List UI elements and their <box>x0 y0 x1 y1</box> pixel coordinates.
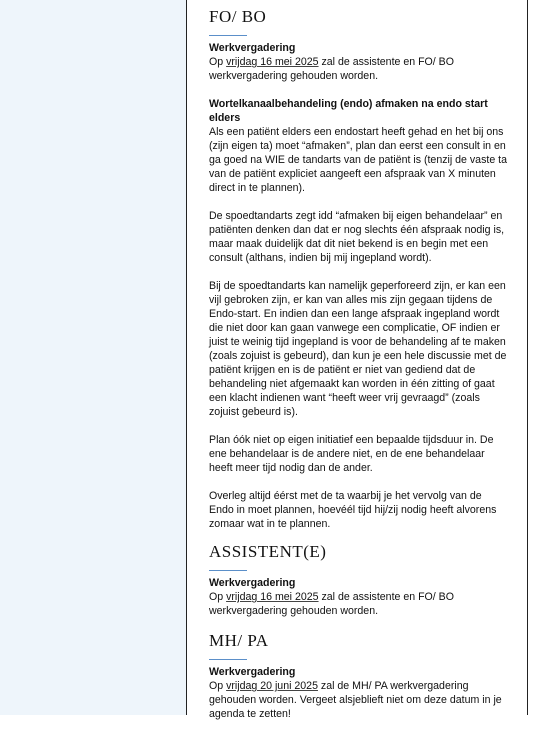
endo-paragraph: Als een patiënt elders een endostart heeft gehad en het bij ons (zijn eigen ta) moet “afmaken”, plan dan eerst een consult in en ga goed na WIE de tandarts van de patiënt is (tenzij de vaste ta van de patiënt expliciet aangeeft een afspraak van X minuten direct in te plannen). <box>209 126 507 194</box>
endo-paragraph: Bij de spoedtandarts kan namelijk geperforeerd zijn, er kan een vijl gebroken zijn, er kan van alles mis zijn gegaan tijdens de Endo-start. En indien dan een lange afspraak ingepland wordt die niet door kan gaan vanwege een complicatie, OF indien er juist te weinig tijd ingepland is voor de behandeling af te maken (zoals zojuist is gebeurd), dan kun je een hele discussie met de patiënt krijgen en is de patiënt er niet van gediend dat de behandeling niet afgemaakt kan worden in één zitting of gaat een klacht indienen want “heeft weer vrij gevraagd” (zoals zojuist gebeurd is). <box>209 280 507 418</box>
subheading-werkvergadering: Werkvergadering <box>209 577 296 589</box>
meeting-date: vrijdag 16 mei 2025 <box>226 591 319 603</box>
endo-paragraph: Plan óók niet op eigen initiatief een bepaalde tijdsduur in. De ene behandelaar is de andere niet, en de ene behandelaar heeft meer tijd nodig dan de ander. <box>209 434 494 474</box>
heading-rule <box>209 35 247 36</box>
meeting-date: vrijdag 20 juni 2025 <box>226 680 318 692</box>
subheading-werkvergadering: Werkvergadering <box>209 42 296 54</box>
endo-paragraph: Overleg altijd éérst met de ta waarbij je het vervolg van de Endo in moet plannen, hoevéél tijd hij/zij nodig heeft alvorens zomaar wat in te plannen. <box>209 490 497 530</box>
heading-rule <box>209 659 247 660</box>
endo-title: Wortelkanaalbehandeling (endo) afmaken na endo start elders <box>209 98 488 124</box>
document-page <box>186 0 528 720</box>
meeting-date: vrijdag 16 mei 2025 <box>226 56 319 68</box>
section-heading-fo-bo: FO/ BO <box>209 7 267 26</box>
meeting-paragraph: Op vrijdag 20 juni 2025 zal de MH/ PA werkvergadering gehouden worden. Vergeet alsjeblieft niet om deze datum in je agenda te zetten! <box>209 680 502 720</box>
document-content <box>209 6 509 735</box>
section-heading-assistente: ASSISTENT(E) <box>209 542 327 561</box>
meeting-paragraph: Op vrijdag 16 mei 2025 zal de assistente en FO/ BO werkvergadering gehouden worden. <box>209 591 454 617</box>
subheading-werkvergadering: Werkvergadering <box>209 666 296 678</box>
meeting-paragraph: Op vrijdag 16 mei 2025 zal de assistente en FO/ BO werkvergadering gehouden worden. <box>209 56 454 82</box>
right-margin <box>528 0 533 715</box>
section-heading-mh-pa: MH/ PA <box>209 631 269 650</box>
heading-rule <box>209 570 247 571</box>
endo-paragraph: De spoedtandarts zegt idd “afmaken bij eigen behandelaar” en patiënten denken dan dat er nog slechts één afspraak nodig is, maar maak duidelijk dat dit niet bekend is en begin met een consult (althans, indien bij mij ingepland wordt). <box>209 210 505 264</box>
left-sidebar <box>0 0 186 715</box>
